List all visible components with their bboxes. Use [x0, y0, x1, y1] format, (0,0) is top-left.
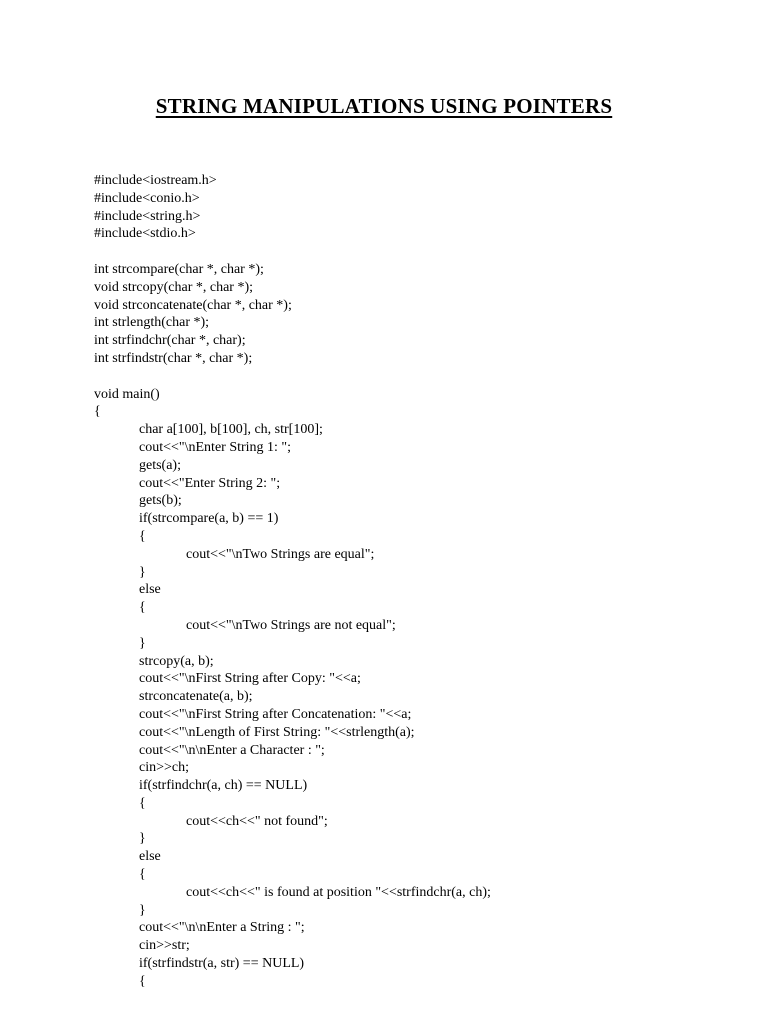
code-line: { [94, 404, 101, 420]
code-line: if(strfindchr(a, ch) == NULL) [139, 778, 308, 794]
code-line: cout<<"\n\nEnter a String : "; [139, 920, 305, 936]
code-line: cout<<ch<<" is found at position "<<strfindchr(a, ch); [186, 884, 491, 900]
code-line: } [139, 564, 146, 580]
code-line: { [139, 795, 146, 811]
code-line: int strfindchr(char *, char); [94, 333, 246, 349]
code-line: { [139, 600, 146, 616]
code-line: cout<<"\nFirst String after Concatenation: "<<a; [139, 706, 412, 722]
code-line: int strfindstr(char *, char *); [94, 350, 253, 366]
code-line: if(strcompare(a, b) == 1) [139, 511, 279, 527]
code-line: cout<<"\n\nEnter a Character : "; [139, 742, 325, 758]
code-line: { [139, 528, 146, 544]
code-line: cout<<"\nEnter String 1: "; [139, 439, 292, 455]
blank-line [94, 368, 734, 386]
code-line: #include<iostream.h> [94, 173, 217, 188]
code-line: } [139, 902, 146, 918]
code-line: strconcatenate(a, b); [139, 689, 253, 705]
code-line: char a[100], b[100], ch, str[100]; [139, 422, 323, 438]
code-line: void strconcatenate(char *, char *); [94, 297, 292, 313]
code-line: strcopy(a, b); [139, 653, 214, 669]
code-line: int strlength(char *); [94, 315, 210, 331]
code-line: { [139, 867, 146, 883]
code-listing [94, 172, 734, 991]
page-title: STRING MANIPULATIONS USING POINTERS [155, 94, 613, 118]
code-line: gets(a); [139, 457, 181, 473]
code-line: } [139, 635, 146, 651]
code-line: cin>>str; [139, 938, 190, 954]
code-line: cout<<"\nTwo Strings are equal"; [186, 546, 375, 562]
blank-line [94, 243, 734, 261]
code-line: if(strfindstr(a, str) == NULL) [139, 956, 305, 972]
code-line: else [139, 849, 161, 865]
code-line: cout<<"\nFirst String after Copy: "<<a; [139, 671, 361, 687]
code-line: void main() [94, 386, 160, 402]
code-line: gets(b); [139, 493, 182, 509]
code-line: } [139, 831, 146, 847]
code-line: #include<stdio.h> [94, 226, 196, 242]
code-line: cin>>ch; [139, 760, 189, 776]
code-line: { [139, 973, 146, 989]
code-line: void strcopy(char *, char *); [94, 279, 253, 295]
code-line: else [139, 582, 161, 598]
code-line: int strcompare(char *, char *); [94, 261, 264, 277]
code-line: #include<string.h> [94, 208, 201, 224]
code-line: cout<<ch<<" not found"; [186, 813, 328, 829]
code-line: cout<<"Enter String 2: "; [139, 475, 281, 491]
code-line: cout<<"\nLength of First String: "<<strlength(a); [139, 724, 415, 740]
code-line: #include<conio.h> [94, 190, 200, 206]
code-line: cout<<"\nTwo Strings are not equal"; [186, 617, 396, 633]
